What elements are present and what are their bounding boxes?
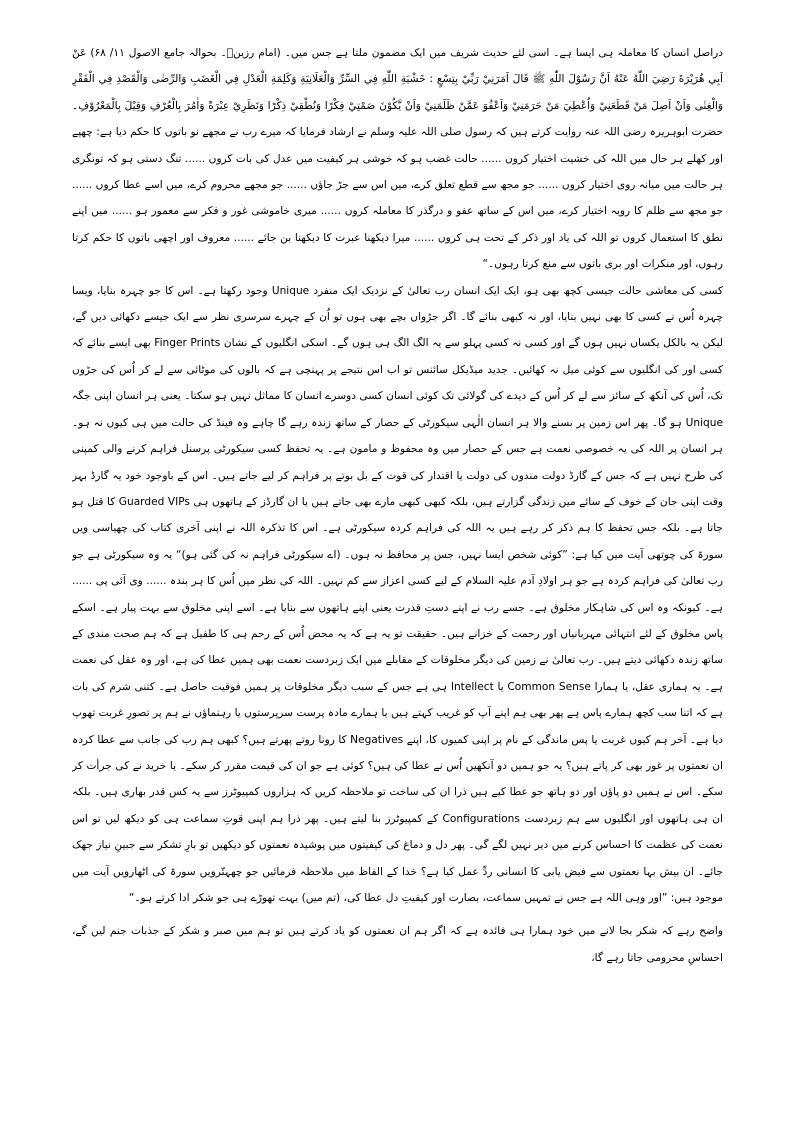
- paragraph-hadith: دراصل انسان کا معاملہ ہی ایسا ہے۔ اسی لئے حدیث شریف میں ایک مضمون ملتا ہے جس میں۔ (امام رزینؒ۔ بحوالہ جامع الاصول ۱۱/ ۶۸) عَنْ اَبِي هُرَيْرَةَ رَضِيَ اللّٰهُ عَنْهُ اَنَّ رَسُوْلَ اللّٰهِ ﷺ قَالَ اَمَرَنِيْ رَبِّيْ بِتِسْعٍ : خَشْيَةِ اللّٰهِ فِي السِّرِّ وَالْعَلَانِيَةِ وَكَلِمَةِ الْعَدْلِ فِي الْغَضَبِ وَالرِّضٰى وَالْقَصْدِ فِي الْفَقْرِ وَالْغِنٰى وَاَنْ اَصِلَ مَنْ قَطَعَنِيْ وَاُعْطِيَ مَنْ حَرَمَنِيْ وَاَعْفُوَ عَمَّنْ ظَلَمَنِيْ وَاَنْ يَّكُوْنَ صَمْتِيْ فِكْرًا وَنُطْقِيْ ذِكْرًا وَنَظَرِيْ عِبْرَةً وَاٰمُرَ بِالْعُرْفِ وَقِيْلَ بِالْمَعْرُوْفِ۔ حضرت ابوہریرہ رضی اللہ عنہ روایت کرتے ہیں کہ رسول صلی اللہ علیہ وسلم نے ارشاد فرمایا کہ میرے رب نے مجھے نو باتوں کا حکم دیا ہے: چھپے اور کھلے ہر حال میں اللہ کی خشیت اختیار کروں ...... حالت غضب ہو کہ خوشی ہر کیفیت میں عدل کی بات کروں ...... تنگ دستی ہو کہ تونگری ہر حالت میں میانہ روی اختیار کروں ...... جو مجھ سے قطع تعلق کرے، میں اس سے جڑ جاؤں ...... جو مجھے محروم کرے، میں اسے عطا کروں ...... جو مجھ سے ظلم کا رویہ اختیار کرے، میں اس کے ساتھ عفو و درگذر کا معاملہ کروں ...... میری خاموشی غور و فکر سے معمور ہو ...... میں اپنے نطق کا استعمال کروں تو اللہ کی یاد اور ذکر کے تحت ہی کروں ...... میرا دیکھنا عبرت کا دیکھنا بن جائے ...... معروف اور اچھی باتوں کا حکم کرتا رہوں، اور منکرات اور بری باتوں سے منع کرتا رہوں۔“: [72, 47, 723, 271]
- document-body: [72, 40, 723, 1102]
- paragraph-uniqueness: کسی کی معاشی حالت جیسی کچھ بھی ہو، ایک ایک انسان رب تعالیٰ کے نزدیک ایک منفرد Unique وجود رکھتا ہے۔ اس کا جو چہرہ بنایا، ویسا چہرہ اُس نے کسی کا بھی نہیں بنایا، اور نہ کبھی بنائے گا۔ اگر جڑواں بچے بھی ہوں تو اُن کے چہرے سرسری نظر سے ایک جیسے دکھائی دیں گے، لیکن یہ بالکل یکساں نہیں ہوں گے اور کسی نہ کسی پہلو سے یہ الگ الگ ہی ہوں گے۔ اسکی انگلیوں کے نشان Finger Prints بھی ایسے بنائے کہ کسی اور کی انگلیوں سے کوئی میل نہ کھائیں۔ جدید میڈیکل سائنس تو اب اس نتیجے پر پہنچی ہے کہ بالوں کی موٹائی سے لے کر اُس کی جڑوں تک، اُس کی آنکھ کے سائز سے لے کر اُس کے دیدے کی گولائی تک کوئی انسان کسی دوسرے انسان کا مماثل نہیں ہو سکتا۔ یعنی ہر انسان اپنی جگہ Unique ہو گا۔ پھر اس زمین پر بسنے والا ہر انسان الٰہی سیکورٹی کے حصار کے ساتھ زندہ رہے گا چاہے وہ فینڈ کی حالت میں ہی کیوں نہ ہو۔ ہر انسان پر اللہ کی یہ خصوصی نعمت ہے جس کے حصار میں وہ محفوظ و مامون ہے۔ یہ تحفظ کسی سیکورٹی پرسنل فراہم کرنے والی کمپنی کی طرح نہیں ہے کہ جس کے گارڈ دولت مندوں کی دولت یا اقتدار کی قوت کے بل بوتے پر فراہم کر لیے جاتے ہیں۔ اس کے باوجود خود یہ گارڈ بہر وقت اپنی جان کے خوف کے سائے میں زندگی گزارتے ہیں، بلکہ کبھی کبھی مارے بھی جاتے ہیں یا ان گارڈز کے ہاتھوں ہی Guarded VIPs کا قتل ہو جاتا ہے۔ بلکہ جس تحفظ کا ہم ذکر کر رہے ہیں یہ اللہ کی فراہم کردہ سیکورٹی ہے۔ اس کا تذکرہ اللہ نے اپنی آخری کتاب کی چھیاسی ویں سورۃ کی چوتھی آیت میں کیا ہے: ”کوئی شخص ایسا نہیں، جس پر محافظ نہ ہوں۔ (اے سیکورٹی فراہم نہ کی گئی ہو)“ یہ وہ سیکورٹی ہے جو رب تعالیٰ کی فراہم کردہ ہے جو ہر اولادِ آدم علیہ السلام کے لیے کسی اعزاز سے کم نہیں۔ اللہ کی نظر میں اُس کا ہر بندہ ...... وی آئی پی ...... ہے۔ کیونکہ وہ اس کی شاہکار مخلوق ہے۔ جسے رب نے اپنے دستِ قدرت یعنی اپنے ہاتھوں سے بنایا ہے۔ اسے اپنی مخلوق سے بہت پیار ہے۔ اسکے پاس مخلوق کے لئے انتہائی مہربانیاں اور رحمت کے خزانے ہیں۔ حقیقت تو یہ ہے کہ یہ محض اُس کے رحم ہی کا طفیل ہے کہ ہم صحت مندی کے ساتھ زندہ دکھائی دیتے ہیں۔ رب تعالیٰ نے زمین کی دیگر مخلوقات کے مقابلے میں ایک زبردست نعمت بھی ہمیں عطا کی ہے، اور وہ عقل کی نعمت ہے۔ یہ ہماری عقل، یا ہمارا Common Sense یا Intellect ہی ہے جس کے سبب دیگر مخلوقات پر ہمیں فوقیت حاصل ہے۔ کتنی شرم کی بات ہے کہ اتنا سب کچھ ہمارے پاس ہے پھر بھی ہم اپنے آپ کو غریب کہتے ہیں یا ہمارے مادہ پرست سرپرستوں یا رہنماؤں نے ہم پر تصورِ غربت تھوپ دیا ہے۔ آخر ہم کیوں غربت یا پس ماندگی کے نام پر اپنی کمیوں کا، اپنے Negatives کا رونا روتے پھرتے ہیں؟ کبھی ہم رب کی جانب سے عطا کردہ ان نعمتوں پر غور بھی کر پاتے ہیں؟ یہ جو ہمیں دو آنکھیں اُس نے عطا کی ہیں؟ کوئی ہے جو ان کی قیمت مقرر کر سکے۔ یا خرید نے کی جرأت کر سکے۔ اس نے ہمیں دو پاؤں اور دو ہاتھ جو عطا کیے ہیں ذرا ان کی ساخت تو ملاحظہ کریں کہ ہزاروں کمپیوٹرز سے یہ کس قدر بھاری ہیں۔ بلکہ ان ہی ہاتھوں اور انگلیوں سے ہم زبردست Configurations کے کمپیوٹرز بنا لیتے ہیں۔ پھر ذرا ہم اپنی قوتِ سماعت ہی کو دیکھ لیں تو اس نعمت کی عظمت کا احساس کرنے میں دیر نہیں لگے گی۔ پھر دل و دماغ کی کیفیتوں میں پوشیدہ نعمتوں کو دیکھیں تو بارِ تشکر سے جبینِ نیاز جھک جائے۔ ان بیش بہا نعمتوں سے فیض یابی کا انسانی ردِّ عمل کیا ہے؟ خدا کے الفاظ میں ملاحظہ فرمائیں جو چھہتّرویں سورۃ کی اٹھارویں آیت میں موجود ہیں: ”اور وہی اللہ ہے جس نے تمہیں سماعت، بصارت اور کیفیتِ دل عطا کی، (تم میں) بہت تھوڑے ہی جو شکر ادا کرتے ہو۔“: [72, 284, 723, 904]
- paragraph-gratitude: واضح رہے کہ شکر بجا لانے میں خود ہمارا ہی فائدہ ہے کہ اگر ہم ان نعمتوں کو یاد کرتے ہیں تو ہم میں صبر و شکر کے جذبات جنم لیں گے، احساسِ محرومی جاتا رہے گا،: [72, 925, 723, 964]
